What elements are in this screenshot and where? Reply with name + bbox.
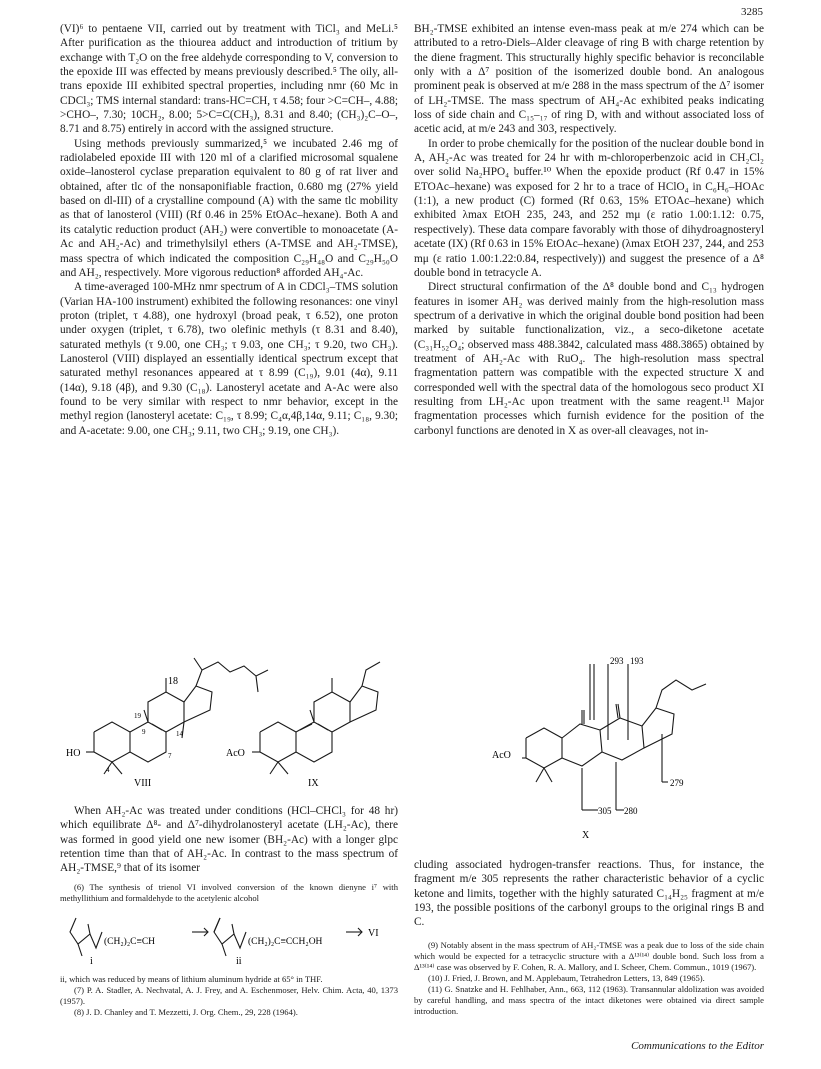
fragment-label: 193 xyxy=(630,656,644,666)
paragraph: BH₂-TMSE exhibited an intense even-mass peak at m/e 274 which can be attributed to a retro-Diels–Alder cleavage of ring B with charge retention by the diene fragment. This structurally highly specific behavior is reconcilable only with a Δ⁷ position of the isomerized double bond. An analogous prominent peak is observed at m/e 288 in the mass spectrum of the Δ⁷ isomer of LH₂-TMSE. The mass spectrum of AH₄-Ac exhibited peaks indicating loss of side chain and C₁₅–₁₇ of ring D, with and without associated loss of acetic acid, at m/e 243 and 303, respectively. xyxy=(414,23,764,136)
numbering-label: 18 xyxy=(168,676,178,687)
structure-x xyxy=(486,650,736,850)
structure-ix xyxy=(252,662,380,774)
left-bottom-section xyxy=(60,804,398,1018)
aco-label: AcO xyxy=(226,748,245,759)
numbering-label: 4 xyxy=(106,766,110,774)
product-label: VI xyxy=(368,927,379,939)
left-column xyxy=(60,22,398,438)
compound-label-ii: ii xyxy=(236,955,242,966)
reaction-scheme xyxy=(60,910,398,966)
group-label: (CH₂)₂C≡CCH₂OH xyxy=(248,936,323,947)
fragment-label: 280 xyxy=(624,806,638,816)
page-number: 3285 xyxy=(741,6,763,18)
footnote-8: (8) J. D. Chanley and T. Mezzetti, J. Org. Chem., 29, 228 (1964). xyxy=(74,1007,298,1018)
compound-label-x: X xyxy=(582,830,590,841)
paragraph: Direct structural confirmation of the Δ⁸ double bond and C₁₃ hydrogen features in isomer AH₂ was derived mainly from the high-resolution mass spectrum of a derivative in which the original double bond position had been marked by suitable functionalization, viz., a seco-diketone acetate (C₃₁H₅₂O₄; observed mass 488.3842, calculated mass 488.3865) obtained by treatment of AH₂-Ac with RuO₄. The high-resolution mass spectral fragmentation pattern was compatible with the expected structure X and corresponded well with the spectral data of the homologous seco product XI resulting from LH₂-Ac upon treatment with the same reagent.¹¹ Major fragmentation processes which furnish evidence for the position of the carbonyl functions are denoted in X as over-all cleavages, not in- xyxy=(414,281,764,437)
paragraph: A time-averaged 100-MHz nmr spectrum of A in CDCl₃–TMS solution (Varian HA-100 instrument) exhibited the following resonances: one vinyl proton (triplet, τ 4.88), one hydroxyl (broad peak, τ 6.52), one proton under oxygen (triplet, τ 6.78), two olefinic methyls (τ 8.31 and 8.40), saturated methyls (τ 9.00, one CH₃; τ 9.03, one CH₃; τ 9.20, two CH₃). Lanosterol (VIII) displayed an essentially identical spectrum except that saturated methyl resonances appeared at τ 8.99 (C₁₉), 9.01 (4α), 9.11 (14α), 9.18 (4β), and 9.30 (C₁₈). Lanosteryl acetate and A-Ac were also found to be very similar with respect to nmr behavior, except in the methyl region (lanosteryl acetate: C₁₉, τ 8.99; C₄α,4β,14α, 9.11; C₁₈, 9.30; and A-acetate: 9.00, one CH₃; 9.11, two CH₃; 9.19, one CH₃). xyxy=(60,281,398,437)
compound-label-i: i xyxy=(90,955,93,966)
numbering-label: 19 xyxy=(134,712,141,720)
journal-section-footer: Communications to the Editor xyxy=(631,1040,764,1052)
ho-label: HO xyxy=(66,748,81,759)
paragraph: (VI)⁶ to pentaene VII, carried out by treatment with TiCl₃ and MeLi.⁵ After purification as the thiourea adduct and introduction of tritium by exchange with T₂O on the free aldehyde corresponding to V, conversion to the epoxide III was effected by means previously described.⁵ The oily, all-trans epoxide III exhibited spectral properties, including nmr (60 Mc in CDCl₃; TMS internal standard: trans-HC=CH, τ 4.58; four >C=CH–, 4.88; >CHO–, 7.30; 10CH₂, 8.00; 5>C=C(CH₃), 8.31 and 8.40; (CH₃)₂C–O–, 8.71 and 8.75) entirely in accord with the assigned structure. xyxy=(60,23,398,136)
right-column xyxy=(414,22,764,438)
numbering-label: 14 xyxy=(176,730,183,738)
footnote-11: (11) G. Snatzke and H. Fehlhaber, Ann., 663, 112 (1963). Transannular aldolization was avoided by careful handling, and mass spectra of the intact diketones were obtained via direct sample introduction. xyxy=(414,983,764,1016)
structures-viii-ix xyxy=(64,640,384,790)
fragment-label: 279 xyxy=(670,778,684,788)
footnote-7: (7) P. A. Stadler, A. Nechvatal, A. J. Frey, and A. Eschenmoser, Helv. Chim. Acta, 40, 1373 (1957). xyxy=(60,985,398,1007)
numbering-label: 7 xyxy=(168,752,172,760)
paragraph: cluding associated hydrogen-transfer reactions. Thus, for instance, the fragment m/e 305 represents the rather characteristic behavior of a cyclic ketone and limits, together with the highly saturated C₁₄H₂₅ fragment at m/e 193, the possible positions of the carbonyl groups to the original rings B and C. xyxy=(414,859,764,929)
footnote-9: (9) Notably absent in the mass spectrum of AH₂-TMSE was a peak due to loss of the side chain which would be expected for a tetracyclic structure with a Δ¹³⁽¹⁴⁾ double bond. Such loss from a Δ¹³⁽¹⁴⁾ case was observed by F. Cohen, R. A. Mallory, and I. Scheer, Chem. Commun., 1019 (1967). xyxy=(414,939,764,972)
footnote-10: (10) J. Fried, J. Brown, and M. Applebaum, Tetrahedron Letters, 13, 849 (1965). xyxy=(428,972,705,983)
aco-label: AcO xyxy=(492,750,511,761)
footnote-6: (6) The synthesis of trienol VI involved conversion of the known dienyne i⁷ with methyllithium and formaldehyde to the acetylenic alcohol xyxy=(60,881,398,903)
footnote-6-continued: ii, which was reduced by means of lithium aluminum hydride at 65° in THF. xyxy=(60,974,323,985)
fragment-label: 293 xyxy=(610,656,624,666)
paragraph: Using methods previously summarized,⁵ we incubated 2.46 mg of radiolabeled epoxide III with 120 ml of a clarified microsomal squalene oxide–lanosterol cyclase preparation equivalent to 80 g of rat liver and obtained, after tlc of the nonsaponifiable fraction, 0.680 mg (27% yield based on dl-III) of a crystalline compound (A) with the same tlc mobility as that of lanosterol (VIII) (Rf 0.46 in 25% EtOAc–hexane). Both A and its catalytic reduction product (AH₂) were convertible to monoacetate (A-Ac and AH₂-Ac) and trimethylsilyl ethers (A-TMSE and AH₂-TMSE), mass spectra of which indicated the composition C₂₉H₄₈O and C₂₉H₅₀O and AH₂, respectively. More vigorous reduction⁸ afforded AH₄-Ac. xyxy=(60,137,398,279)
compound-label-viii: VIII xyxy=(134,778,152,789)
paragraph: When AH₂-Ac was treated under conditions (HCl–CHCl₃ for 48 hr) which equilibrate Δ⁸- and Δ⁷-dihydrolanosteryl acetate (LH₂-Ac), there was formed in good yield one new isomer (BH₂-Ac) with a longer glpc retention time than that of AH₂-Ac. In contrast to the mass spectrum of AH₂-TMSE,⁹ that of its isomer xyxy=(60,805,398,875)
fragment-label: 305 xyxy=(598,806,612,816)
right-bottom-section xyxy=(414,858,764,1017)
group-label: (CH₂)₂C≡CH xyxy=(104,936,156,947)
paragraph: In order to probe chemically for the position of the nuclear double bond in A, AH₂-Ac was treated for 24 hr with m-chloroperbenzoic acid in CH₂Cl₂ over solid Na₂HPO₄ buffer.¹⁰ When the epoxide product (Rf 0.47 in 15% ETOAc–hexane) was exposed for 2 hr to a trace of HClO₄ in C₆H₆–HOAc (1:1), a new product (C) formed (Rf 0.63, 15% ETOAc–hexane) which exhibited λmax EtOH 235, 243, and 252 mμ (ε ratio 1.00:1.12: 0.75, respectively). These data compare favorably with those of dihydroagnosteryl acetate (IX) (Rf 0.63 in 15% EtOAc–hexane) (λmax EtOH 237, 244, and 253 mμ (ε ratio 1.00:1.22:0.84, respectively)) and suggest the presence of a Δ⁸ double bond in tetracycle A. xyxy=(414,137,764,279)
compound-label-ix: IX xyxy=(308,778,319,789)
numbering-label: 9 xyxy=(142,728,146,736)
